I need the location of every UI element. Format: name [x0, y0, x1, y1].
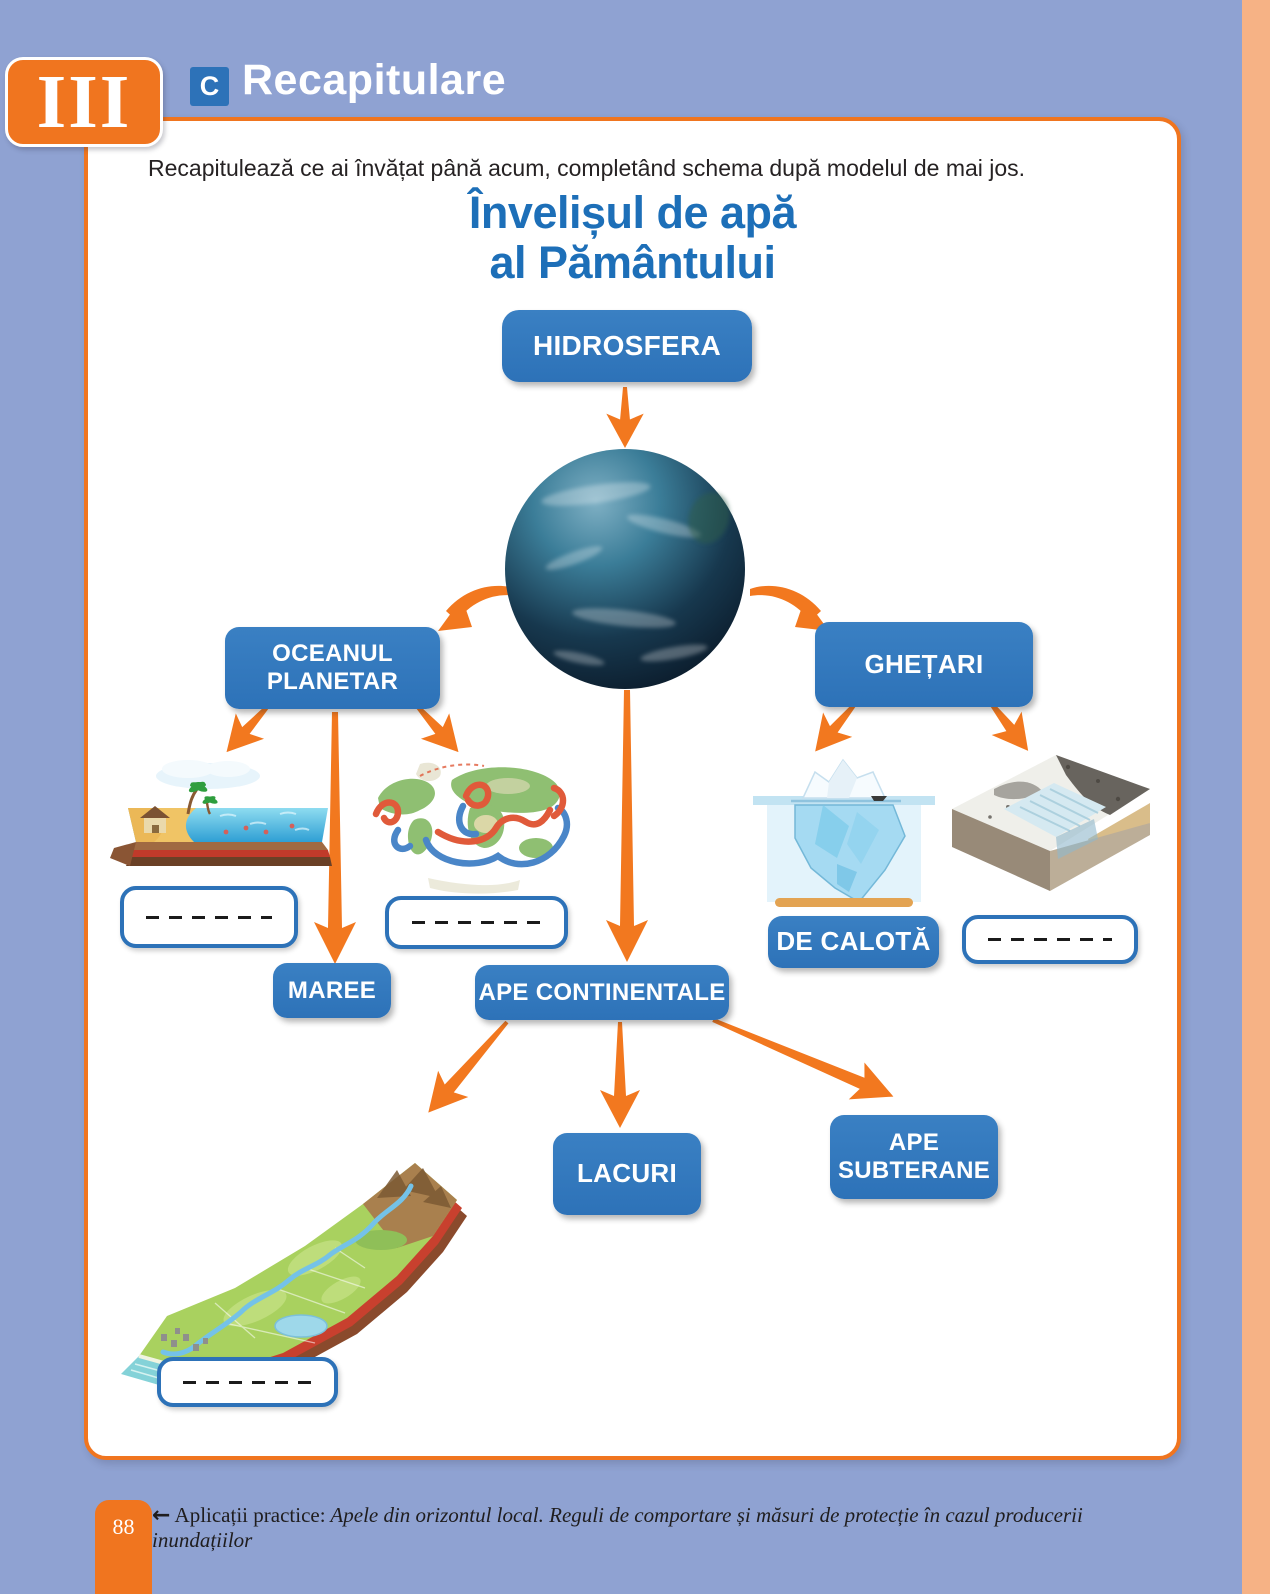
- node-ape-continentale-label: APE CONTINENTALE: [478, 978, 726, 1006]
- node-ghetari: [815, 622, 1033, 707]
- ocean-currents-map-illustration: [368, 750, 580, 902]
- river-valley-illustration: [105, 1098, 470, 1400]
- section-letter-badge: [190, 67, 229, 106]
- blank-answer-box-currents: [385, 896, 568, 949]
- node-ape-subterane-line1: APE: [888, 1129, 940, 1157]
- arrow-globe-to-ape-continentale: [602, 690, 652, 962]
- blank-answer-box-glacier: [962, 915, 1138, 964]
- node-ghetari-label: GHEȚARI: [864, 648, 984, 679]
- intro-text: Recapitulează ce ai învățat până acum, completând schema după modelul de mai jos.: [148, 155, 1026, 181]
- page-title: [84, 188, 1181, 289]
- blank-dash-line: [183, 1381, 311, 1384]
- footer-label: Aplicații practice:: [174, 1503, 326, 1527]
- footer-italic-text: Apele din orizontul local. Reguli de comportare și măsuri de protecție în cazul producerii inundațiilor: [152, 1503, 1083, 1552]
- node-de-calota-label: DE CALOTĂ: [776, 926, 931, 957]
- arrow-ape-to-lacuri: [595, 1022, 645, 1128]
- blank-dash-line: [146, 916, 272, 919]
- page-number: 88: [112, 1514, 135, 1539]
- node-maree-label: MAREE: [287, 976, 377, 1004]
- earth-globe-image: [504, 448, 746, 690]
- node-ape-subterane: [830, 1115, 998, 1199]
- node-oceanul-planetar: [225, 627, 440, 709]
- node-hidrosfera-label: HIDROSFERA: [532, 329, 722, 361]
- chapter-number: III: [36, 60, 132, 144]
- node-oceanul-line2: PLANETAR: [266, 668, 399, 695]
- page-edge-strip: [1242, 0, 1270, 1594]
- node-oceanul-line1: OCEANUL: [272, 640, 393, 668]
- node-de-calota: [768, 916, 939, 968]
- footer-reference: [152, 1503, 1162, 1553]
- mountain-glacier-illustration: [938, 747, 1160, 914]
- node-ape-continentale: [475, 965, 729, 1020]
- page-title-line1: Învelișul de apă: [468, 187, 797, 238]
- back-arrow-icon: ←: [152, 1503, 171, 1528]
- arrow-hidrosfera-to-globe: [600, 387, 650, 448]
- node-lacuri-label: LACURI: [576, 1158, 677, 1189]
- section-title: Recapitulare: [242, 56, 507, 104]
- section-letter: C: [199, 71, 220, 101]
- node-hidrosfera: [502, 310, 752, 382]
- blank-answer-box-river: [157, 1357, 338, 1407]
- iceberg-illustration: [753, 752, 935, 914]
- node-ape-subterane-line2: SUBTERANE: [837, 1157, 991, 1184]
- blank-answer-box-coastal: [120, 886, 298, 948]
- page-number-tab: [95, 1500, 152, 1594]
- node-maree: [273, 963, 391, 1018]
- blank-dash-line: [988, 938, 1112, 941]
- coastal-waters-illustration: [100, 756, 332, 878]
- node-lacuri: [553, 1133, 701, 1215]
- blank-dash-line: [412, 921, 542, 924]
- chapter-tab: [5, 57, 163, 147]
- page-title-line2: al Pământului: [489, 237, 776, 289]
